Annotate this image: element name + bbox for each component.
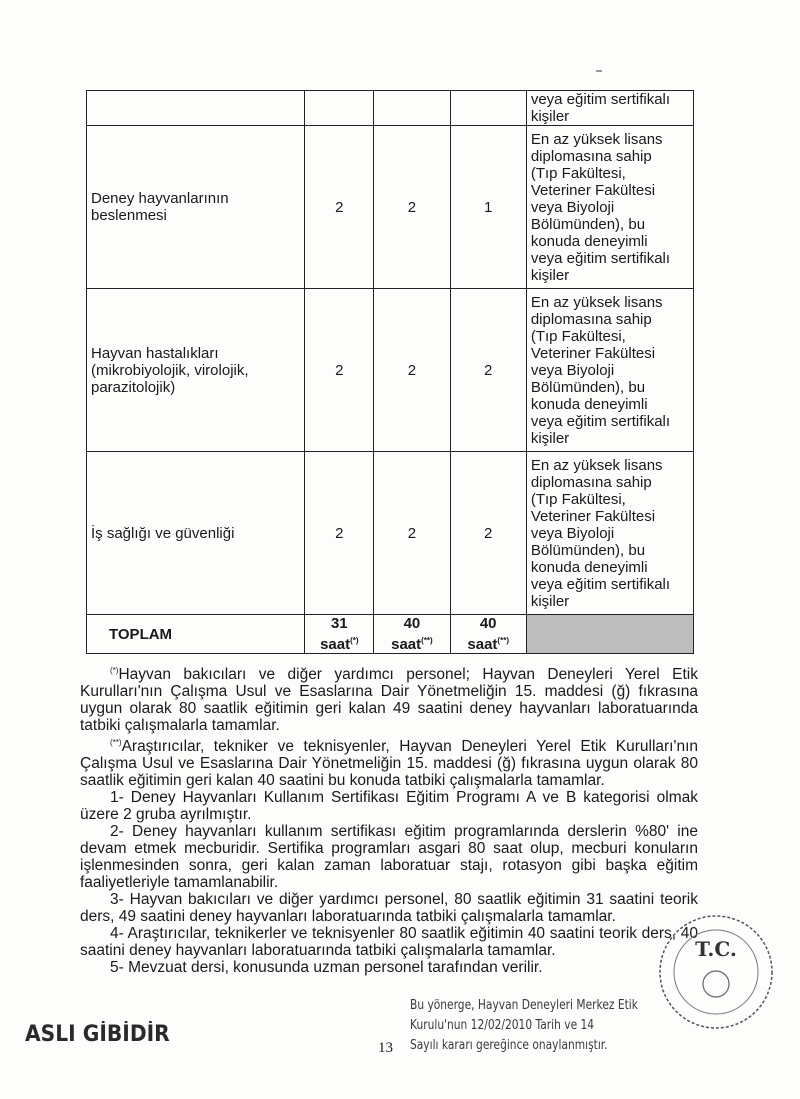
table-cell: [450, 91, 526, 126]
table-cell: [526, 289, 693, 452]
table-cell: [526, 126, 693, 289]
requirement-text: En az yüksek lisans diplomasına sahip (Tıp Fakültesi, Veteriner Fakültesi veya Biyoloji Bölümünden), bu konuda deneyimli veya eğitim sertifikalı kişiler: [530, 456, 671, 610]
approval-line: Sayılı kararı gereğince onaylanmıştır.: [410, 1038, 608, 1053]
hours-cell: 2: [450, 289, 526, 452]
note-item-1: 1- Deney Hayvanları Kullanım Sertifikası Eğitim Programı A ve B kategorisi olmak üzere 2 gruba ayrılmıştır.: [80, 789, 698, 824]
total-row: [87, 615, 694, 654]
approval-line: Bu yönerge, Hayvan Deneyleri Merkez Etik: [410, 998, 638, 1013]
topic-text: Hayvan hastalıkları (mikrobiyolojik, virolojik, parazitolojik): [91, 344, 249, 396]
footnote-mark: (**): [421, 636, 433, 645]
requirement-text: veya eğitim sertifikalı kişiler: [530, 91, 671, 125]
course-table: [86, 90, 694, 654]
table-cell: [87, 126, 305, 289]
total-value: 40: [479, 615, 497, 632]
notes-section: [80, 662, 698, 976]
note-item-2: 2- Deney hayvanları kullanım sertifikası eğitim programlarında derslerin %80' ine devam etmek mecburidir. Sertifika programları asgari 80 saat olup, mecburi konuların işlenmesinden sonra, geri kalan zaman laboratuar stajı, rotasyon gibi başka eğitim faaliyetleriyle tamamlanabilir.: [80, 823, 698, 892]
pen-mark: [596, 70, 602, 72]
topic-text: İş sağlığı ve güvenliği: [91, 524, 235, 542]
approval-stamp: [410, 996, 648, 1056]
total-unit: saat: [391, 636, 422, 653]
hours-cell: 2: [305, 289, 374, 452]
table-row: [87, 126, 694, 289]
hours-cell: 2: [305, 126, 374, 289]
total-unit: saat: [467, 636, 498, 653]
table-cell: [87, 452, 305, 615]
footnote-mark: (*): [350, 636, 359, 645]
footnote-mark: (*): [110, 666, 119, 675]
footnote-1: (*)Hayvan bakıcıları ve diğer yardımcı personel; Hayvan Deneyleri Yerel Etik Kurulları'nın Çalışma Usul ve Esaslarına Dair Yönetmeliğin 15. maddesi (ğ) fıkrasına uygun olarak 80 saatlik eğitimin geri kalan 49 saatini deney hayvanları laboratuarında tatbiki çalışmalarla tamamlar.: [80, 666, 698, 735]
page-number: 13: [378, 1040, 393, 1056]
note-item-5: 5- Mevzuat dersi, konusunda uzman personel tarafından verilir.: [110, 959, 543, 977]
table-cell: [87, 289, 305, 452]
footnote-mark: (**): [497, 636, 509, 645]
requirement-text: En az yüksek lisans diplomasına sahip (Tıp Fakültesi, Veteriner Fakültesi veya Biyoloji Bölümünden), bu konuda deneyimli veya eğitim sertifikalı kişiler: [530, 293, 671, 447]
note-item-4: 4- Araştırıcılar, teknikerler ve teknisyenler 80 saatlik eğitimin 40 saatini teorik ders, 40 saatini deney hayvanları laboratuarında tatbiki çalışmalarla tamamlar.: [80, 925, 698, 960]
requirement-text: En az yüksek lisans diplomasına sahip (Tıp Fakültesi, Veteriner Fakültesi veya Biyoloji Bölümünden), bu konuda deneyimli veya eğitim sertifikalı kişiler: [530, 130, 671, 284]
table-cell: [305, 91, 374, 126]
copy-stamp: ASLI GİBİDİR: [25, 1022, 170, 1047]
hours-cell: 2: [305, 452, 374, 615]
total-value: 31: [330, 615, 348, 632]
total-cell: [450, 615, 526, 654]
hours-cell: 2: [374, 126, 450, 289]
approval-line: Kurulu'nun 12/02/2010 Tarih ve 14: [410, 1018, 595, 1033]
total-cell: [305, 615, 374, 654]
table-cell: [526, 452, 693, 615]
topic-text: Deney hayvanlarının beslenmesi: [91, 190, 229, 224]
shaded-cell: [526, 615, 693, 654]
footnote-mark: (**): [110, 738, 122, 748]
hours-cell: 2: [450, 452, 526, 615]
table-cell: [526, 91, 693, 126]
hours-cell: 2: [374, 452, 450, 615]
total-value: 40: [403, 615, 421, 632]
total-label: TOPLAM: [87, 615, 305, 654]
footnote-2: (**)Araştırıcılar, tekniker ve teknisyenler, Hayvan Deneyleri Yerel Etik Kurulları'nın Çalışma Usul ve Esaslarına Dair Yönetmeliğin 15. maddesi (ğ) fıkrasına uygun olarak 80 saatlik eğitimin geri kalan 40 saatini bu konuda tatbiki çalışmalarla tamamlar.: [80, 738, 698, 790]
table-cell: [374, 91, 450, 126]
total-cell: [374, 615, 450, 654]
table-row: [87, 452, 694, 615]
note-item-3: 3- Hayvan bakıcıları ve diğer yardımcı personel, 80 saatlik eğitimin 31 saatini teorik ders, 49 saatini deney hayvanları laboratuarında tatbiki çalışmalarla tamamlar.: [80, 891, 698, 926]
table-row: [87, 91, 694, 126]
table-row: [87, 289, 694, 452]
total-unit: saat: [320, 636, 351, 653]
seal-text: T.C.: [695, 937, 737, 961]
official-seal: [656, 912, 776, 1032]
hours-cell: 1: [450, 126, 526, 289]
hours-cell: 2: [374, 289, 450, 452]
table-cell: [87, 91, 305, 126]
